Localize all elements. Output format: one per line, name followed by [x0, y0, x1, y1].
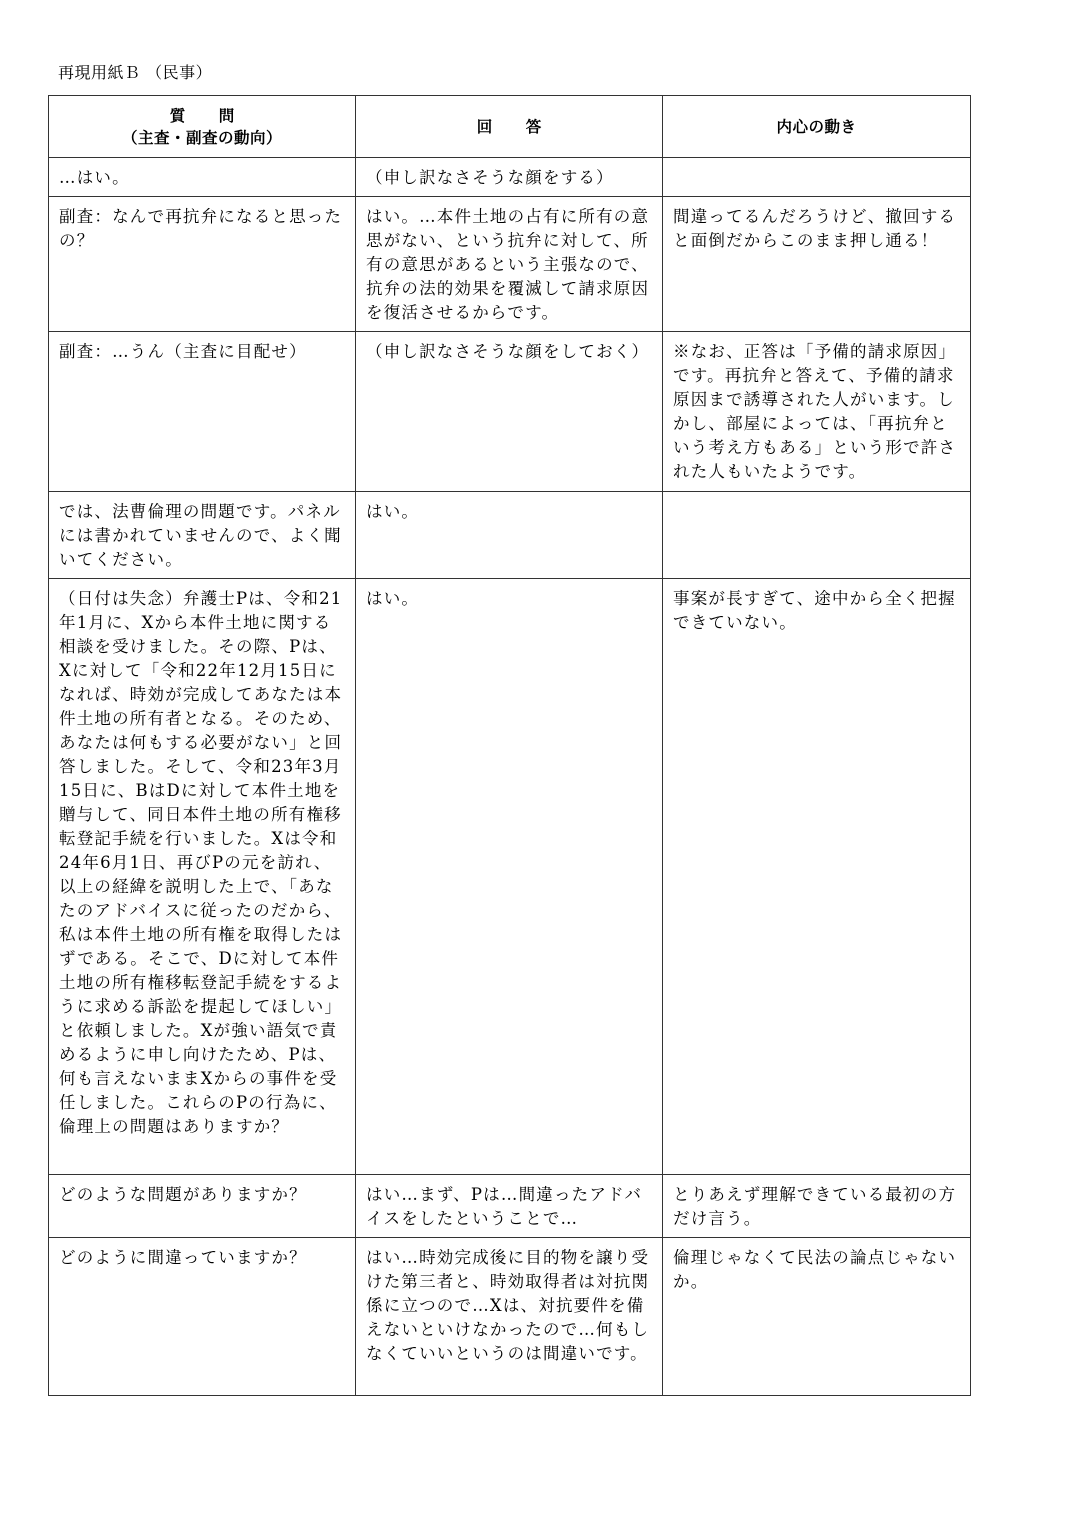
answer-cell: （申し訳なさそうな顔をしておく）: [356, 332, 663, 492]
inner-cell: 倫理じゃなくて民法の論点じゃないか。: [663, 1238, 971, 1396]
inner-cell: 事案が長すぎて、途中から全く把握できていない。: [663, 579, 971, 1175]
table-row: [49, 1238, 971, 1396]
answer-cell: はい。: [356, 579, 663, 1175]
header-inner-label: 内心の動き: [776, 117, 857, 136]
answer-cell: はい…まず、Pは…間違ったアドバイスをしたということで…: [356, 1175, 663, 1238]
answer-cell: はい。: [356, 492, 663, 579]
inner-cell: [663, 158, 971, 197]
table-row: [49, 1175, 971, 1238]
question-cell: （日付は失念）弁護士Pは、令和21年1月に、Xから本件土地に関する相談を受けました。その際、Pは、Xに対して「令和22年12月15日になれば、時効が完成してあなたは本件土地の所有者となる。そのため、あなたは何もする必要がない」と回答しました。そして、令和23年3月15日に、BはDに対して本件土地を贈与して、同日本件土地の所有権移転登記手続を行いました。Xは令和24年6月1日、再びPの元を訪れ、以上の経緯を説明した上で、「あなたのアドバイスに従ったのだから、私は本件土地の所有権を取得したはずである。そこで、Dに対して本件土地の所有権移転登記手続をするように求める訴訟を提起してほしい」と依頼しました。Xが強い語気で責めるように申し向けたため、Pは、何も言えないままXからの事件を受任しました。これらのPの行為に、倫理上の問題はありますか？: [49, 579, 356, 1175]
question-cell: では、法曹倫理の問題です。パネルには書かれていませんので、よく聞いてください。: [49, 492, 356, 579]
question-cell: …はい。: [49, 158, 356, 197]
question-cell: 副査：なんで再抗弁になると思ったの？: [49, 197, 356, 332]
answer-cell: はい。…本件土地の占有に所有の意思がない、という抗弁に対して、所有の意思があるという主張なので、抗弁の法的効果を覆滅して請求原因を復活させるからです。: [356, 197, 663, 332]
answer-cell: はい…時効完成後に目的物を譲り受けた第三者と、時効取得者は対抗関係に立つので…Xは、対抗要件を備えないといけなかったので…何もしなくていいというのは間違いです。: [356, 1238, 663, 1396]
header-answer-label: 回 答: [476, 117, 556, 136]
inner-cell: 間違ってるんだろうけど、撤回すると面倒だからこのまま押し通る！: [663, 197, 971, 332]
header-question: [49, 96, 356, 158]
header-question-subtitle: （主査・副査の動向）: [121, 128, 282, 147]
header-question-title: 質 問: [169, 106, 249, 125]
interview-table: [48, 95, 971, 1396]
question-cell: どのように間違っていますか？: [49, 1238, 356, 1396]
header-row: [49, 96, 971, 158]
header-inner: [663, 96, 971, 158]
question-cell: どのような問題がありますか？: [49, 1175, 356, 1238]
table-row: [49, 197, 971, 332]
inner-cell: ※なお、正答は「予備的請求原因」です。再抗弁と答えて、予備的請求原因まで誘導された人がいます。しかし、部屋によっては、「再抗弁という考え方もある」という形で許された人もいたようです。: [663, 332, 971, 492]
table-row: [49, 158, 971, 197]
table-row: [49, 332, 971, 492]
table-row: [49, 579, 971, 1175]
page-title: 再現用紙Ｂ （民事）: [58, 63, 213, 82]
header-answer: [356, 96, 663, 158]
answer-cell: （申し訳なさそうな顔をする）: [356, 158, 663, 197]
table-row: [49, 492, 971, 579]
inner-cell: [663, 492, 971, 579]
question-cell: 副査：…うん（主査に目配せ）: [49, 332, 356, 492]
inner-cell: とりあえず理解できている最初の方だけ言う。: [663, 1175, 971, 1238]
